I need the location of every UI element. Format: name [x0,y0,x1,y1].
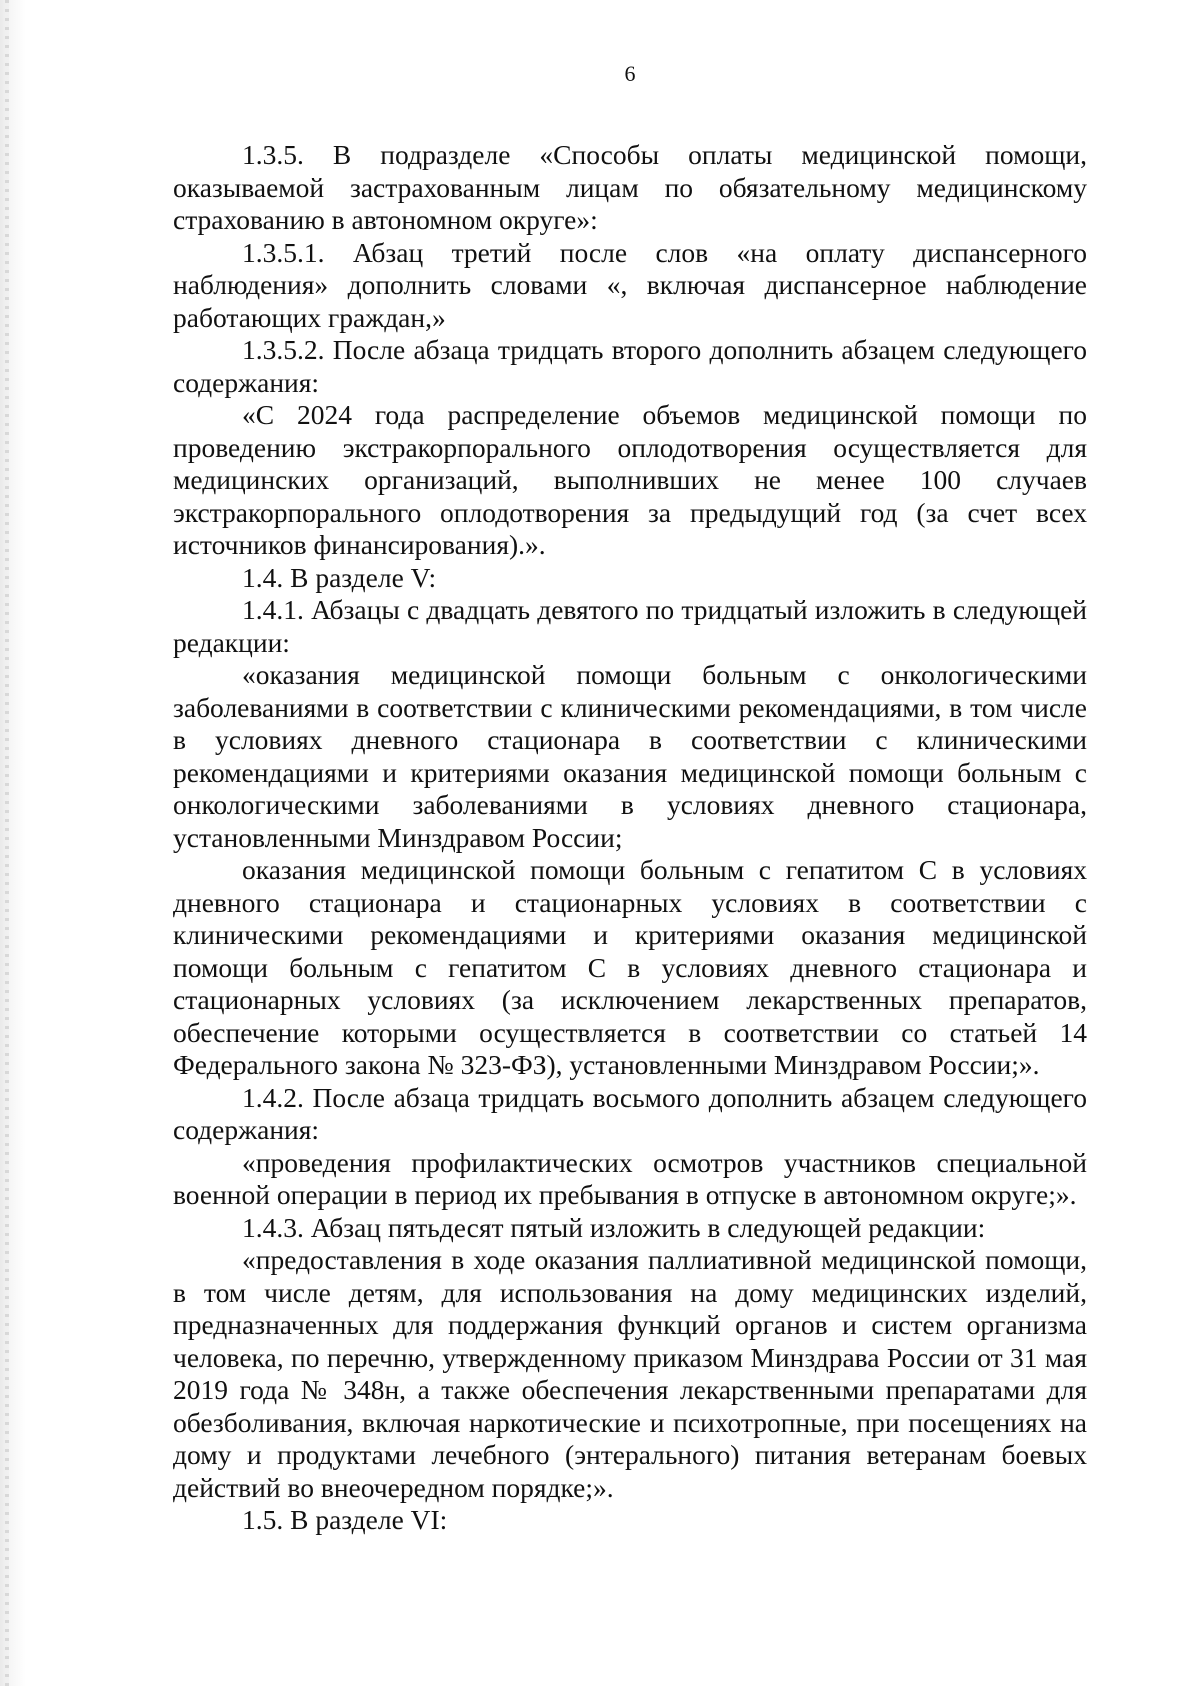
paragraph-1-4-2: 1.4.2. После абзаца тридцать восьмого дополнить абзацем следующего содержания: [173,1081,1087,1145]
document-body [173,139,1087,1537]
scan-edge [0,0,26,1686]
paragraph-quote-oncology: «оказания медицинской помощи больным с онкологическими заболеваниями в соответствии с клиническими рекомендациями, в том числе в условиях дневного стационара в соответствии с клиническими рекомендациями и критериями оказания медицинской помощи больным с онкологическими заболеваниями в условиях дневного стационара, установленными Минздравом России; [173,659,1087,853]
paragraph-quote-eko: «С 2024 года распределение объемов медицинской помощи по проведению экстракорпорального оплодотворения осуществляется для медицинских организаций, выполнивших не менее 100 случаев экстракорпорального оплодотворения за предыдущий год (за счет всех источников финансирования).». [173,399,1087,560]
paragraph-quote-palliative: «предоставления в ходе оказания паллиативной медицинской помощи, в том числе детям, для использования на дому медицинских изделий, предназначенных для поддержания функций органов и систем организма человека, по перечню, утвержденному приказом Минздрава России от 31 мая 2019 года № 348н, а также обеспечения лекарственными препаратами для обезболивания, включая наркотические и психотропные, при посещениях на дому и продуктами лечебного (энтерального) питания ветеранам боевых действий во внеочередном порядке;». [173,1244,1087,1503]
paragraph-1-4: 1.4. В разделе V: [242,561,437,593]
page-number: 6 [624,61,636,86]
paragraph-1-4-1: 1.4.1. Абзацы с двадцать девятого по тридцатый изложить в следующей редакции: [173,594,1087,658]
paragraph-quote-svo: «проведения профилактических осмотров участников специальной военной операции в период их пребывания в отпуске в автономном округе;». [173,1146,1087,1210]
paragraph-quote-hepatitis: оказания медицинской помощи больным с гепатитом С в условиях дневного стационара и стационарных условиях в соответствии с клиническими рекомендациями и критериями оказания медицинской помощи больным с гепатитом С в условиях дневного стационара и стационарных условиях (за исключением лекарственных препаратов, обеспечение которыми осуществляется в соответствии со статьей 14 Федерального закона № 323-ФЗ), установленными Минздравом России;». [173,854,1087,1080]
paragraph-1-3-5-1: 1.3.5.1. Абзац третий после слов «на оплату диспансерного наблюдения» дополнить словами «, включая диспансерное наблюдение работающих граждан,» [173,236,1087,333]
paragraph-1-4-3: 1.4.3. Абзац пятьдесят пятый изложить в следующей редакции: [242,1211,986,1243]
paragraph-1-3-5: 1.3.5. В подразделе «Способы оплаты медицинской помощи, оказываемой застрахованным лицам по обязательному медицинскому страхованию в автономном округе»: [173,139,1087,235]
paragraph-1-5: 1.5. В разделе VI: [242,1504,448,1535]
paragraph-1-3-5-2: 1.3.5.2. После абзаца тридцать второго дополнить абзацем следующего содержания: [173,334,1087,398]
